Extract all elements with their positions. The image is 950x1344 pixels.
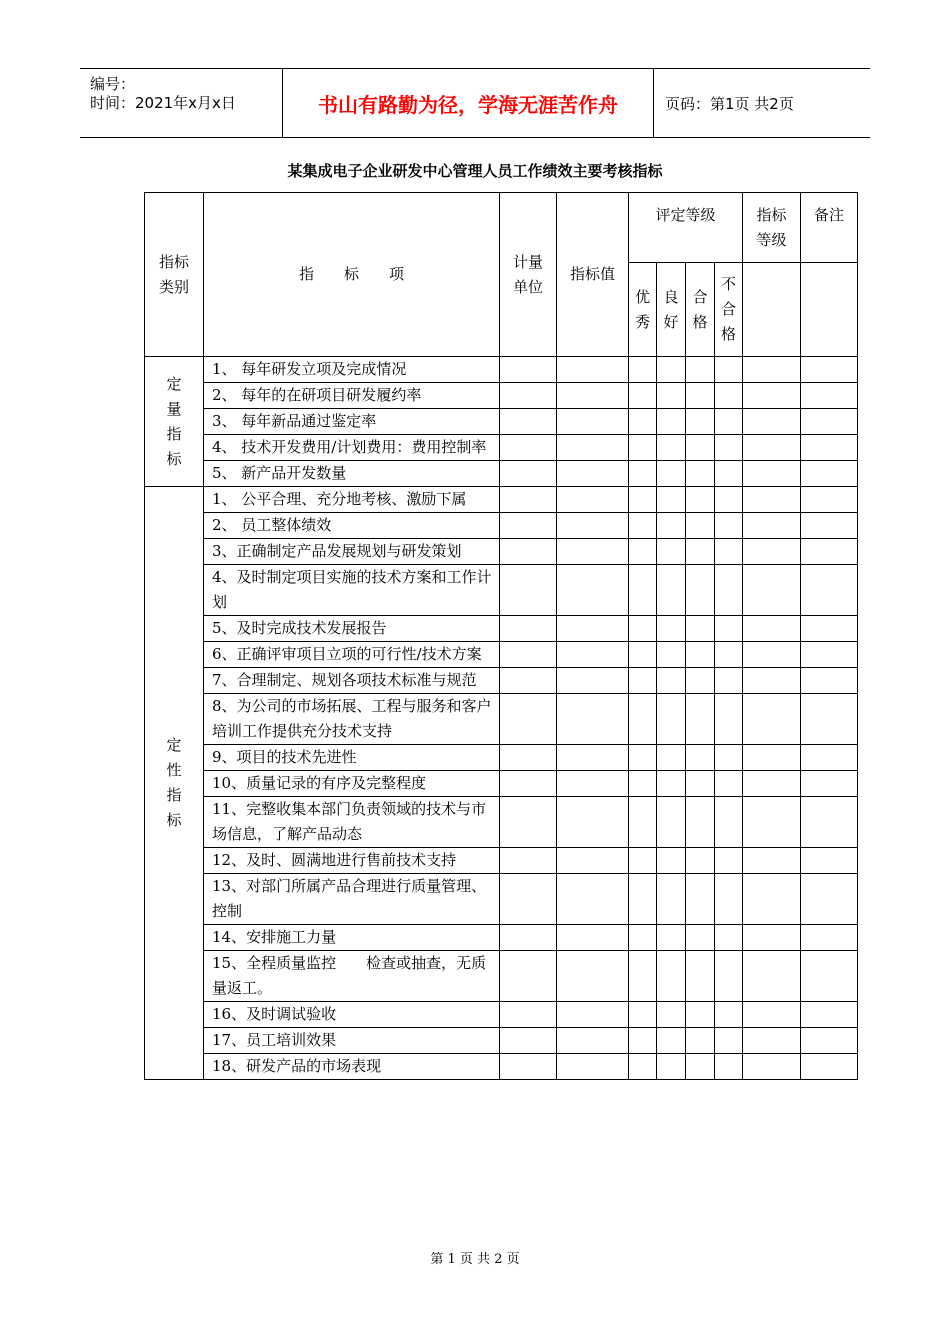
blank-cell — [629, 1054, 657, 1080]
blank-cell — [557, 874, 629, 925]
document-title: 某集成电子企业研发中心管理人员工作绩效主要考核指标 — [287, 162, 663, 180]
blank-cell — [715, 1054, 743, 1080]
blank-cell — [657, 1002, 686, 1028]
table-row — [145, 616, 858, 642]
blank-cell — [801, 487, 858, 513]
blank-cell — [715, 565, 743, 616]
table-row — [145, 951, 858, 1002]
header-value: 指标值 — [557, 193, 629, 357]
blank-cell — [686, 951, 715, 1002]
indicator-item: 18、研发产品的市场表现 — [204, 1054, 500, 1080]
indicator-item: 4、 技术开发费用/计划费用：费用控制率 — [204, 435, 500, 461]
indicator-item: 8、为公司的市场拓展、工程与服务和客户培训工作提供充分技术支持 — [204, 694, 500, 745]
blank-cell — [801, 539, 858, 565]
blank-cell — [500, 668, 557, 694]
blank-cell — [743, 1002, 801, 1028]
blank-cell — [657, 383, 686, 409]
blank-cell — [657, 539, 686, 565]
blank-cell — [743, 1028, 801, 1054]
blank-cell — [500, 848, 557, 874]
blank-cell — [801, 461, 858, 487]
blank-cell — [657, 668, 686, 694]
header-category: 指标 类别 — [145, 193, 204, 357]
table-row — [145, 383, 858, 409]
indicator-item: 3、 每年新品通过鉴定率 — [204, 409, 500, 435]
header-grade: 指标 等级 — [743, 193, 801, 263]
blank-cell — [686, 771, 715, 797]
blank-cell — [743, 565, 801, 616]
indicator-item: 1、 每年研发立项及完成情况 — [204, 357, 500, 383]
rating-level-fail: 不 合 格 — [715, 263, 743, 357]
kpi-table — [144, 192, 858, 1080]
blank-cell — [500, 565, 557, 616]
rating-level-good: 良 好 — [657, 263, 686, 357]
blank-cell — [686, 797, 715, 848]
blank-cell — [500, 1002, 557, 1028]
blank-cell — [557, 1002, 629, 1028]
blank-cell — [715, 435, 743, 461]
blank-cell — [715, 951, 743, 1002]
blank-cell — [715, 539, 743, 565]
table-row — [145, 694, 858, 745]
blank-cell — [500, 874, 557, 925]
blank-cell — [629, 1028, 657, 1054]
header-rating: 评定等级 — [629, 193, 743, 263]
blank-cell — [557, 797, 629, 848]
blank-cell — [715, 745, 743, 771]
blank-cell — [801, 745, 858, 771]
blank-cell — [629, 642, 657, 668]
blank-cell — [500, 797, 557, 848]
blank-cell — [686, 539, 715, 565]
blank-cell — [557, 1054, 629, 1080]
blank-cell — [801, 848, 858, 874]
table-row — [145, 848, 858, 874]
blank-cell — [801, 797, 858, 848]
indicator-item: 3、正确制定产品发展规划与研发策划 — [204, 539, 500, 565]
blank-cell — [500, 771, 557, 797]
blank-cell — [657, 435, 686, 461]
blank-cell — [715, 694, 743, 745]
blank-cell — [715, 383, 743, 409]
indicator-item: 2、 每年的在研项目研发履约率 — [204, 383, 500, 409]
table-row — [145, 1028, 858, 1054]
date-label: 时间：2021年x月x日 — [90, 94, 236, 112]
blank-cell — [686, 461, 715, 487]
blank-cell — [629, 487, 657, 513]
blank-cell — [657, 461, 686, 487]
blank-cell — [657, 616, 686, 642]
indicator-item: 4、及时制定项目实施的技术方案和工作计划 — [204, 565, 500, 616]
blank-cell — [686, 848, 715, 874]
blank-cell — [629, 357, 657, 383]
table-row — [145, 1002, 858, 1028]
blank-cell — [801, 357, 858, 383]
blank-cell — [686, 513, 715, 539]
blank-cell — [801, 565, 858, 616]
blank-cell — [715, 409, 743, 435]
blank-cell — [743, 925, 801, 951]
blank-cell — [657, 1028, 686, 1054]
indicator-item: 12、及时、圆满地进行售前技术支持 — [204, 848, 500, 874]
indicator-item: 16、及时调试验收 — [204, 1002, 500, 1028]
blank-cell — [743, 745, 801, 771]
blank-cell — [686, 874, 715, 925]
blank-cell — [557, 848, 629, 874]
rating-level-excellent: 优 秀 — [629, 263, 657, 357]
blank-cell — [743, 848, 801, 874]
blank-cell — [557, 357, 629, 383]
blank-cell — [743, 616, 801, 642]
blank-cell — [557, 461, 629, 487]
header-item: 指 标 项 — [204, 193, 500, 357]
blank-cell — [686, 1028, 715, 1054]
blank-cell — [500, 539, 557, 565]
blank-cell — [500, 487, 557, 513]
table-row — [145, 745, 858, 771]
blank-cell — [743, 797, 801, 848]
category-cell: 定 性 指 标 — [145, 487, 204, 1080]
blank-cell — [686, 357, 715, 383]
blank-cell — [801, 1002, 858, 1028]
blank-cell — [629, 797, 657, 848]
blank-cell — [629, 925, 657, 951]
blank-cell — [715, 797, 743, 848]
blank-cell — [743, 513, 801, 539]
blank-cell — [743, 539, 801, 565]
remark-blank — [801, 263, 858, 357]
blank-cell — [557, 487, 629, 513]
blank-cell — [743, 668, 801, 694]
indicator-item: 17、员工培训效果 — [204, 1028, 500, 1054]
blank-cell — [743, 642, 801, 668]
blank-cell — [801, 668, 858, 694]
blank-cell — [500, 383, 557, 409]
blank-cell — [500, 694, 557, 745]
blank-cell — [657, 925, 686, 951]
blank-cell — [629, 848, 657, 874]
blank-cell — [686, 616, 715, 642]
blank-cell — [657, 694, 686, 745]
indicator-item: 7、合理制定、规划各项技术标准与规范 — [204, 668, 500, 694]
blank-cell — [500, 435, 557, 461]
blank-cell — [629, 409, 657, 435]
indicator-item: 10、质量记录的有序及完整程度 — [204, 771, 500, 797]
blank-cell — [686, 435, 715, 461]
table-row — [145, 357, 858, 383]
blank-cell — [657, 513, 686, 539]
blank-cell — [557, 513, 629, 539]
blank-cell — [686, 642, 715, 668]
blank-cell — [657, 745, 686, 771]
blank-cell — [629, 874, 657, 925]
blank-cell — [629, 771, 657, 797]
blank-cell — [715, 616, 743, 642]
blank-cell — [686, 487, 715, 513]
blank-cell — [629, 383, 657, 409]
blank-cell — [557, 539, 629, 565]
blank-cell — [715, 925, 743, 951]
header-unit: 计量 单位 — [500, 193, 557, 357]
blank-cell — [686, 1054, 715, 1080]
blank-cell — [686, 925, 715, 951]
blank-cell — [715, 1028, 743, 1054]
blank-cell — [715, 668, 743, 694]
indicator-item: 5、 新产品开发数量 — [204, 461, 500, 487]
blank-cell — [801, 771, 858, 797]
blank-cell — [801, 951, 858, 1002]
page-info: 页码：第1页 共2页 — [665, 94, 794, 113]
blank-cell — [801, 435, 858, 461]
table-row — [145, 1054, 858, 1080]
blank-cell — [743, 951, 801, 1002]
serial-label: 编号： — [90, 75, 136, 93]
blank-cell — [629, 951, 657, 1002]
blank-cell — [715, 848, 743, 874]
blank-cell — [743, 383, 801, 409]
blank-cell — [743, 771, 801, 797]
table-row — [145, 642, 858, 668]
blank-cell — [686, 565, 715, 616]
blank-cell — [657, 487, 686, 513]
blank-cell — [801, 1028, 858, 1054]
blank-cell — [557, 925, 629, 951]
blank-cell — [743, 357, 801, 383]
motto-text: 书山有路勤为径，学海无涯苦作舟 — [283, 69, 654, 137]
blank-cell — [500, 1054, 557, 1080]
indicator-item: 2、 员工整体绩效 — [204, 513, 500, 539]
table-row — [145, 513, 858, 539]
blank-cell — [657, 565, 686, 616]
blank-cell — [557, 771, 629, 797]
indicator-item: 11、完整收集本部门负责领域的技术与市场信息，了解产品动态 — [204, 797, 500, 848]
blank-cell — [629, 565, 657, 616]
blank-cell — [715, 874, 743, 925]
blank-cell — [557, 435, 629, 461]
blank-cell — [657, 409, 686, 435]
blank-cell — [801, 642, 858, 668]
blank-cell — [557, 383, 629, 409]
blank-cell — [657, 848, 686, 874]
blank-cell — [500, 357, 557, 383]
category-cell: 定 量 指 标 — [145, 357, 204, 487]
blank-cell — [500, 745, 557, 771]
blank-cell — [557, 642, 629, 668]
indicator-item: 5、及时完成技术发展报告 — [204, 616, 500, 642]
blank-cell — [557, 1028, 629, 1054]
document-header — [80, 68, 870, 138]
table-row — [145, 461, 858, 487]
blank-cell — [657, 642, 686, 668]
blank-cell — [629, 513, 657, 539]
blank-cell — [500, 461, 557, 487]
blank-cell — [686, 668, 715, 694]
blank-cell — [743, 435, 801, 461]
blank-cell — [500, 409, 557, 435]
blank-cell — [557, 616, 629, 642]
table-row — [145, 539, 858, 565]
blank-cell — [629, 694, 657, 745]
blank-cell — [801, 694, 858, 745]
blank-cell — [657, 771, 686, 797]
blank-cell — [686, 694, 715, 745]
blank-cell — [715, 1002, 743, 1028]
blank-cell — [801, 1054, 858, 1080]
blank-cell — [686, 745, 715, 771]
blank-cell — [557, 694, 629, 745]
table-row — [145, 668, 858, 694]
blank-cell — [629, 435, 657, 461]
blank-cell — [743, 487, 801, 513]
blank-cell — [801, 409, 858, 435]
blank-cell — [500, 616, 557, 642]
blank-cell — [657, 874, 686, 925]
blank-cell — [629, 461, 657, 487]
table-row — [145, 925, 858, 951]
indicator-item: 1、 公平合理、充分地考核、激励下属 — [204, 487, 500, 513]
blank-cell — [557, 565, 629, 616]
blank-cell — [500, 513, 557, 539]
indicator-item: 13、对部门所属产品合理进行质量管理、控制 — [204, 874, 500, 925]
blank-cell — [715, 357, 743, 383]
blank-cell — [715, 771, 743, 797]
blank-cell — [715, 513, 743, 539]
blank-cell — [743, 461, 801, 487]
blank-cell — [657, 951, 686, 1002]
blank-cell — [801, 513, 858, 539]
header-left-cell — [80, 69, 283, 137]
blank-cell — [629, 668, 657, 694]
table-row — [145, 771, 858, 797]
blank-cell — [686, 409, 715, 435]
blank-cell — [801, 925, 858, 951]
blank-cell — [500, 642, 557, 668]
rating-level-pass: 合 格 — [686, 263, 715, 357]
blank-cell — [801, 616, 858, 642]
indicator-item: 6、正确评审项目立项的可行性/技术方案 — [204, 642, 500, 668]
blank-cell — [557, 668, 629, 694]
table-row — [145, 874, 858, 925]
blank-cell — [629, 745, 657, 771]
blank-cell — [657, 357, 686, 383]
page-footer: 第 1 页 共 2 页 — [430, 1252, 520, 1267]
indicator-item: 15、全程质量监控 检查或抽查，无质量返工。 — [204, 951, 500, 1002]
blank-cell — [801, 874, 858, 925]
blank-cell — [500, 951, 557, 1002]
table-row — [145, 487, 858, 513]
grade-blank — [743, 263, 801, 357]
blank-cell — [743, 409, 801, 435]
blank-cell — [743, 694, 801, 745]
blank-cell — [743, 1054, 801, 1080]
table-row — [145, 565, 858, 616]
blank-cell — [557, 951, 629, 1002]
blank-cell — [686, 1002, 715, 1028]
blank-cell — [715, 487, 743, 513]
blank-cell — [629, 1002, 657, 1028]
blank-cell — [715, 461, 743, 487]
table-row — [145, 797, 858, 848]
blank-cell — [743, 874, 801, 925]
blank-cell — [801, 383, 858, 409]
blank-cell — [715, 642, 743, 668]
blank-cell — [557, 409, 629, 435]
blank-cell — [500, 925, 557, 951]
blank-cell — [629, 616, 657, 642]
blank-cell — [686, 383, 715, 409]
blank-cell — [657, 797, 686, 848]
header-remark: 备注 — [801, 193, 858, 263]
blank-cell — [500, 1028, 557, 1054]
blank-cell — [629, 539, 657, 565]
table-row — [145, 409, 858, 435]
indicator-item: 9、项目的技术先进性 — [204, 745, 500, 771]
blank-cell — [657, 1054, 686, 1080]
table-row — [145, 435, 858, 461]
blank-cell — [557, 745, 629, 771]
indicator-item: 14、安排施工力量 — [204, 925, 500, 951]
